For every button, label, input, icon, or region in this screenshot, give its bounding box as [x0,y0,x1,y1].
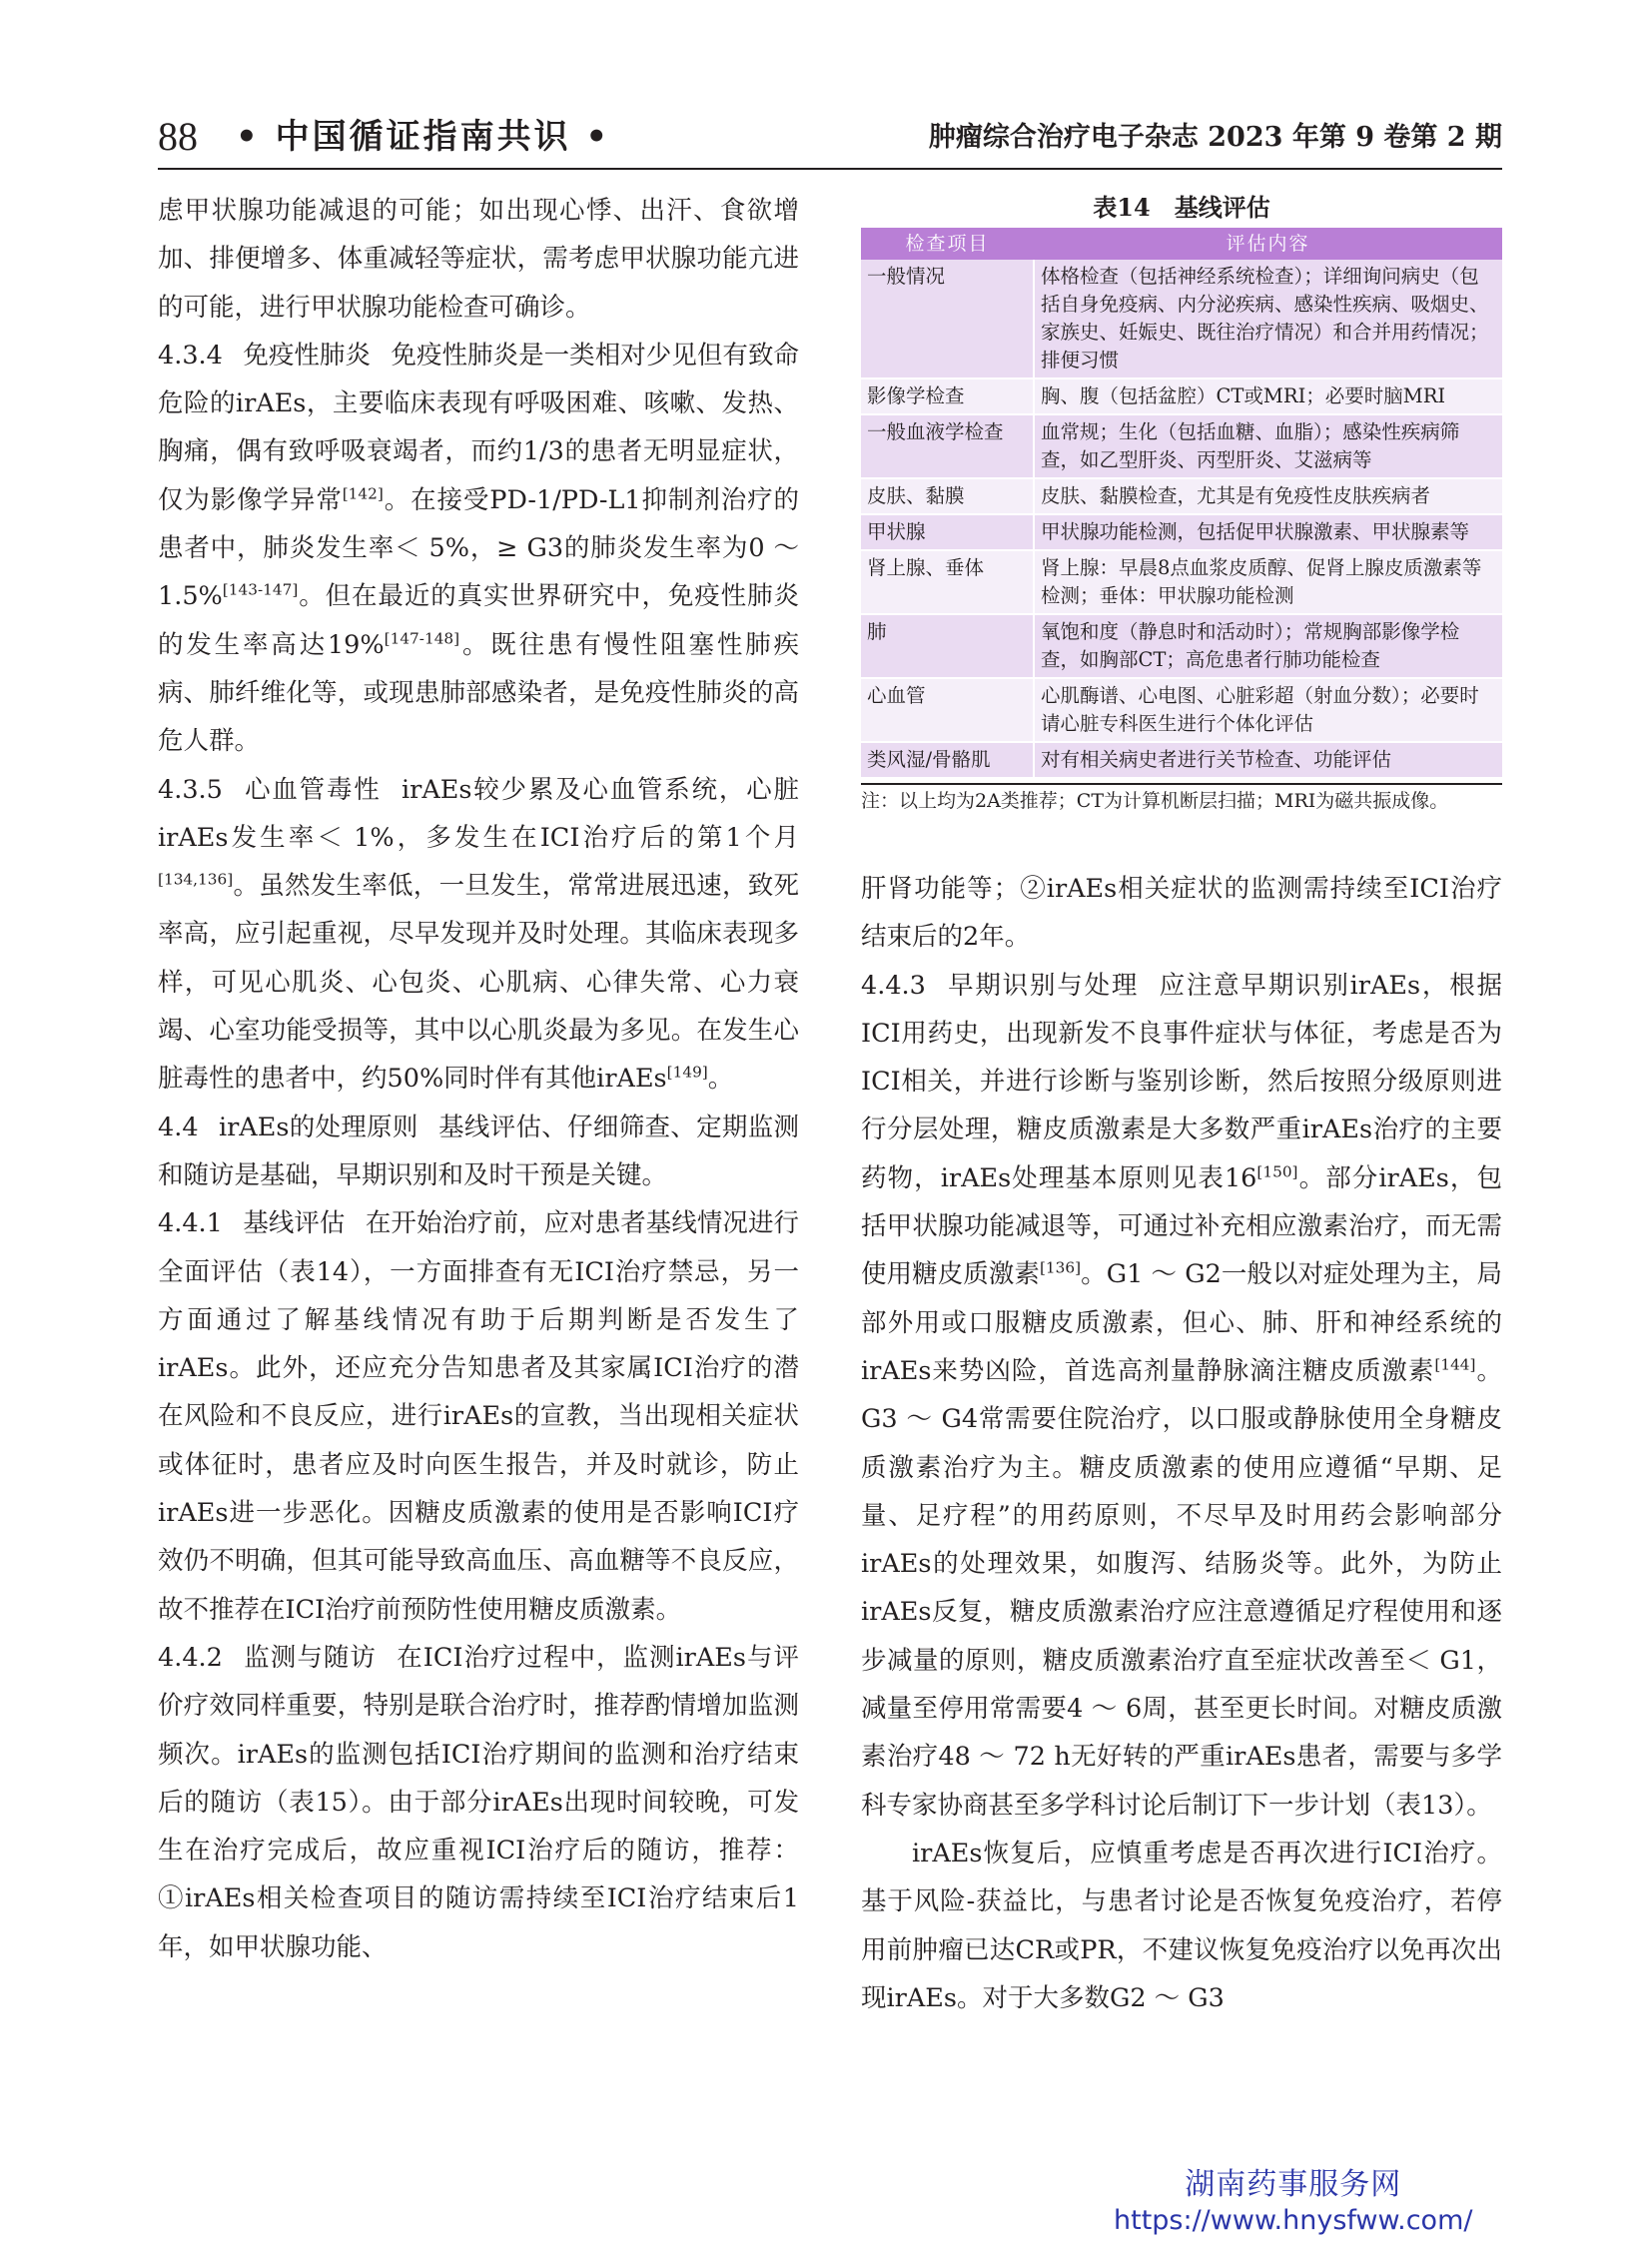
page-header [158,112,1502,162]
table-cell: 影像学检查 [861,378,1034,414]
left-column [158,187,799,1971]
section-number: 4.4 [158,1112,199,1142]
table-row [861,514,1502,550]
table-cell: 肾上腺：早晨8点血浆皮质醇、促肾上腺皮质激素等检测；垂体：甲状腺功能检测 [1034,550,1502,614]
table-row [861,678,1502,742]
section-title: irAEs的处理原则 [218,1112,418,1142]
section-4-3-5: 4.3.5 心血管毒性 irAEs较少累及心血管系统，心脏irAEs发生率＜ 1%，多发生在ICI治疗后的第1个月[134,136]。虽然发生率低，一旦发生，常常进展迅速，致死率高，应引起重视，尽早发现并及时处理。其临床表现多样，可见心肌炎、心包炎、心肌病、心律失常、心力衰竭、心室功能受损等，其中以心肌炎最为多见。在发生心脏毒性的患者中，约50%同时伴有其他irAEs[149]。 [158,774,799,1095]
table-header-row [861,228,1502,260]
table-row [861,742,1502,778]
journal-citation: 肿瘤综合治疗电子杂志 2023 年第 9 卷第 2 期 [928,122,1502,153]
watermark [1114,2166,1472,2238]
table-header-cell: 评估内容 [1034,228,1502,260]
table-cell: 甲状腺功能检测，包括促甲状腺激素、甲状腺素等 [1034,514,1502,550]
section-title: 基线评估 [243,1208,346,1239]
table-cell: 一般情况 [861,260,1034,378]
paragraph: irAEs恢复后，应慎重考虑是否再次进行ICI治疗。基于风险-获益比，与患者讨论是否恢复免疫治疗，若停用前肿瘤已达CR或PR，不建议恢复免疫治疗以免再次出现irAEs。对于大多数G2 ～ G3 [861,1838,1502,2013]
section-title: 早期识别与处理 [946,970,1140,1001]
table-row [861,378,1502,414]
section-4-3-4: 4.3.4 免疫性肺炎 免疫性肺炎是一类相对少见但有致命危险的irAEs，主要临床表现有呼吸困难、咳嗽、发热、胸痛，偶有致呼吸衰竭者，而约1/3的患者无明显症状，仅为影像学异常[142]。在接受PD-1/PD-L1抑制剂治疗的患者中，肺炎发生率＜ 5%，≥ G3的肺炎发生率为0 ～ 1.5%[143-147]。但在最近的真实世界研究中，免疫性肺炎的发生率高达19%[147-148]。既往患有慢性阻塞性肺疾病、肺纤维化等，或现患肺部感染者，是免疫性肺炎的高危人群。 [158,340,799,757]
section-title: 免疫性肺炎 [243,340,372,371]
section-4-4-2: 4.4.2 监测与随访 在ICI治疗过程中，监测irAEs与评价疗效同样重要，特别是联合治疗时，推荐酌情增加监测频次。irAEs的监测包括ICI治疗期间的监测和治疗结束后的随访（表15）。由于部分irAEs出现时间较晚，可发生在治疗完成后，故应重视ICI治疗后的随访，推荐：①irAEs相关检查项目的随访需持续至ICI治疗结束后1年，如甲状腺功能、 [158,1642,799,1962]
paragraph: 肝肾功能等；②irAEs相关症状的监测需持续至ICI治疗结束后的2年。 [861,874,1502,953]
section-4-4-1: 4.4.1 基线评估 在开始治疗前，应对患者基线情况进行全面评估（表14），一方面排查有无ICI治疗禁忌，另一方面通过了解基线情况有助于后期判断是否发生了irAEs。此外，还应充分告知患者及其家属ICI治疗的潜在风险和不良反应，进行irAEs的宣教，当出现相关症状或体征时，患者应及时向医生报告，并及时就诊，防止irAEs进一步恶化。因糖皮质激素的使用是否影响ICI疗效仍不明确，但其可能导致高血压、高血糖等不良反应，故不推荐在ICI治疗前预防性使用糖皮质激素。 [158,1208,799,1625]
table-cell: 肾上腺、垂体 [861,550,1034,614]
citation: [149] [666,1063,708,1082]
watermark-url[interactable]: https://www.hnysfww.com/ [1114,2205,1473,2236]
table-cell: 心血管 [861,678,1034,742]
section-4-4-3: 4.4.3 早期识别与处理 应注意早期识别irAEs，根据ICI用药史，出现新发不良事件症状与体征，考虑是否为ICI相关，并进行诊断与鉴别诊断，然后按照分级原则进行分层处理，糖皮质激素是大多数严重irAEs治疗的主要药物，irAEs处理基本原则见表16[150]。部分irAEs，包括甲状腺功能减退等，可通过补充相应激素治疗，而无需使用糖皮质激素[136]。G1 ～ G2一般以对症处理为主，局部外用或口服糖皮质激素，但心、肺、肝和神经系统的irAEs来势凶险，首选高剂量静脉滴注糖皮质激素[144]。G3 ～ G4常需要住院治疗，以口服或静脉使用全身糖皮质激素治疗为主。糖皮质激素的使用应遵循“早期、足量、足疗程”的用药原则，不尽早及时用药会影响部分irAEs的处理效果，如腹泻、结肠炎等。此外，为防止irAEs反复，糖皮质激素治疗应注意遵循足疗程使用和逐步减量的原则，糖皮质激素治疗直至症状改善至＜ G1，减量至停用常需要4 ～ 6周，甚至更长时间。对糖皮质激素治疗48 ～ 72 h无好转的严重irAEs患者，需要与多学科专家协商甚至多学科讨论后制订下一步计划（表13）。 [861,970,1502,1821]
table-cell: 甲状腺 [861,514,1034,550]
header-divider [158,168,1502,170]
table-cell: 皮肤、黏膜检查，尤其是有免疫性皮肤疾病者 [1034,478,1502,514]
table-cell: 一般血液学检查 [861,414,1034,478]
citation: [136] [1039,1258,1082,1277]
citation: [134,136] [158,870,234,889]
baseline-assessment-table [861,228,1502,779]
citation: [150] [1256,1162,1298,1181]
page-number: 88 [158,114,198,159]
table-row [861,260,1502,378]
section-title: 心血管毒性 [243,774,382,805]
table-caption: 表14 基线评估 [1093,193,1270,222]
section-number: 4.4.3 [861,970,926,1001]
section-number: 4.3.4 [158,340,223,371]
table-cell: 心肌酶谱、心电图、心脏彩超（射血分数）；必要时请心脏专科医生进行个体化评估 [1034,678,1502,742]
paragraph: 虑甲状腺功能减退的可能；如出现心悸、出汗、食欲增加、排便增多、体重减轻等症状，需考虑甲状腺功能亢进的可能，进行甲状腺功能检查可确诊。 [158,196,799,323]
section-number: 4.4.1 [158,1208,223,1239]
right-column [861,865,1502,2022]
table-cell: 血常规；生化（包括血糖、血脂）；感染性疾病筛查，如乙型肝炎、丙型肝炎、艾滋病等 [1034,414,1502,478]
section-title: 监测与随访 [243,1642,377,1673]
table-row [861,478,1502,514]
table-cell: 肺 [861,614,1034,678]
table-row [861,614,1502,678]
citation: [144] [1434,1355,1476,1374]
table-cell: 皮肤、黏膜 [861,478,1034,514]
table-bottom-rule [861,783,1502,785]
citation: [147-148] [384,629,460,648]
table-note: 注：以上均为2A类推荐；CT为计算机断层扫描；MRI为磁共振成像。 [861,790,1449,812]
table-cell: 类风湿/骨骼肌 [861,742,1034,778]
section-number: 4.3.5 [158,774,223,805]
table-header-cell: 检查项目 [861,228,1034,260]
table-cell: 体格检查（包括神经系统检查）；详细询问病史（包括自身免疫病、内分泌疾病、感染性疾病、吸烟史、家族史、妊娠史、既往治疗情况）和合并用药情况；排便习惯 [1034,260,1502,378]
citation: [142] [342,484,384,503]
table-row [861,414,1502,478]
table-row [861,550,1502,614]
table-cell: 氧饱和度（静息时和活动时）；常规胸部影像学检查，如胸部CT；高危患者行肺功能检查 [1034,614,1502,678]
table-cell: 胸、腹（包括盆腔）CT或MRI；必要时脑MRI [1034,378,1502,414]
section-4-4: 4.4 irAEs的处理原则 基线评估、仔细筛查、定期监测和随访是基础，早期识别和及时干预是关键。 [158,1112,799,1190]
citation: [143-147] [222,580,299,599]
section-number: 4.4.2 [158,1642,223,1673]
journal-section-title: • 中国循证指南共识 • [236,117,611,157]
watermark-name: 湖南药事服务网 [1185,2167,1402,2202]
table-cell: 对有相关病史者进行关节检查、功能评估 [1034,742,1502,778]
